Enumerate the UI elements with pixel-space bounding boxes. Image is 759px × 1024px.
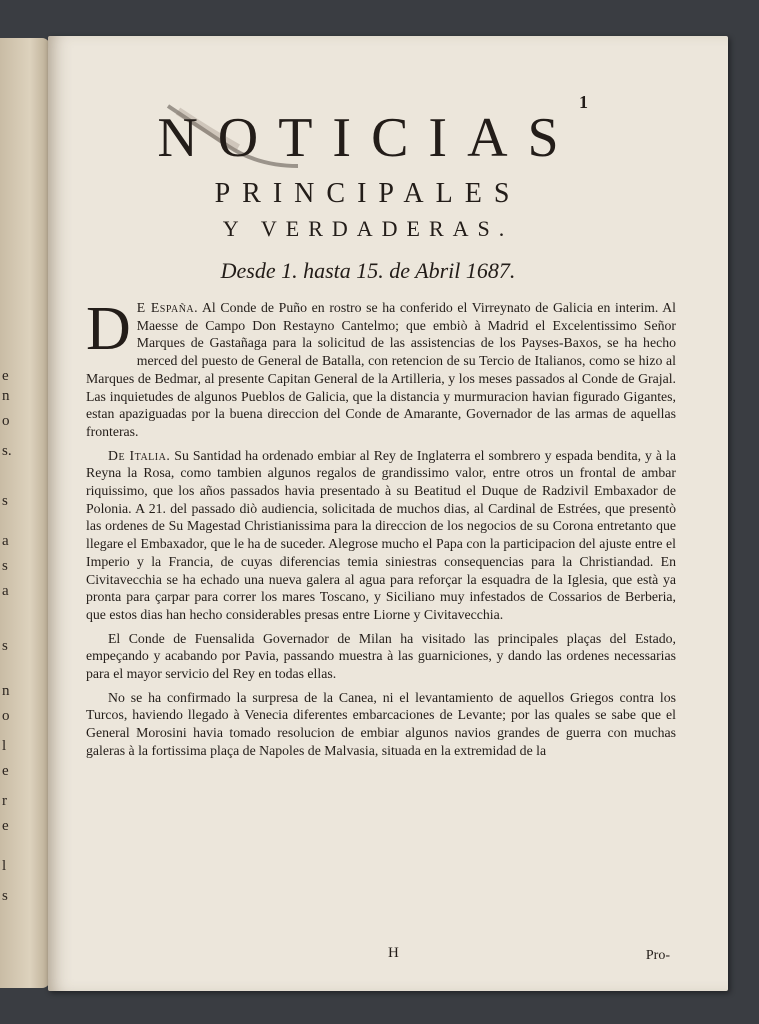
paragraph-milan: El Conde de Fuensalida Governador de Milan ha visitado las principales plaças del Estado, empeçando y acabando por Pavia, passando muestra à las guarniciones, y dando las ordenes necessarias para el mayor servicio del Rey en todas ellas. — [86, 630, 676, 682]
page-title: NOTICIAS — [157, 107, 579, 169]
signature-mark: H — [388, 945, 399, 961]
left-page-fragment: n — [2, 683, 10, 699]
page-number: 1 — [579, 92, 588, 112]
section-heading-italy: De Italia. — [108, 447, 171, 463]
left-page-fragment: e — [2, 763, 9, 779]
document-page — [48, 36, 728, 991]
left-page-fragment: s — [2, 888, 8, 904]
page-subtitle-2: Y VERDADERAS. — [222, 216, 514, 241]
left-page-edge — [0, 38, 50, 988]
paragraph-canea: No se ha confirmado la surpresa de la Canea, ni el levantamiento de aquellos Griegos contra los Turcos, haviendo llegado à Venecia diferentes embarcaciones de Levante; por las quales se sabe que el General Morosini havia tomado resolucion de embiar algunos navios grandes de guerra con muchas galeras à la fortissima plaça de Napoles de Malvasia, situada en la extremidad de la — [86, 689, 676, 758]
left-page-fragment: r — [2, 793, 7, 809]
catchword: Pro- — [645, 948, 670, 963]
left-page-fragment: a — [2, 583, 9, 599]
date-line: Desde 1. hasta 15. de Abril 1687. — [220, 258, 516, 283]
paragraph-italy — [86, 447, 676, 624]
page-subtitle: PRINCIPALES — [214, 178, 522, 209]
left-page-fragment: s — [2, 558, 8, 574]
article-body — [86, 295, 677, 766]
left-page-fragment: e — [2, 368, 9, 384]
paragraph-text: Al Conde de Puño en rostro se ha conferido el Virreynato de Galicia en interim. Al Maesse de Campo Don Restayno Cantelmo; que embiò à Madrid el Excelentissimo Señor Marques de Gastañaga para la solicitud de las assistencias de los Payses-Baxos, se ha hecho merced del puesto de General de Batalla, con retencion de su Tercio de Italianos, como se hizo al Marques de Bedmar, al presente Capitan General de la Artilleria, y los meses passados al Conde de Grajal. Las inquietudes de algunos Pueblos de Galicia, que la distancia y murmuracion havian figurado Gigantes, estan apaziguadas por la buena direccion del Conde de Amarante, Governador de las armas de aquellas fronteras. — [86, 300, 677, 439]
left-page-fragment: s — [2, 638, 8, 654]
left-page-fragment: o — [2, 708, 10, 724]
left-page-fragment: n — [2, 388, 10, 404]
left-page-fragment: s. — [2, 443, 12, 459]
paragraph-spain — [86, 295, 677, 441]
section-heading-spain: E España. — [136, 300, 199, 315]
left-page-fragment: e — [2, 818, 9, 834]
left-page-fragment: l — [2, 738, 7, 754]
paragraph-text: Su Santidad ha ordenado embiar al Rey de Inglaterra el sombrero y espada bendita, y à la Reyna la Rosa, como tambien algunos regalos de grandissimo valor, entre otros un frontal de ambar riquissimo, que los años passados havia presentado à su Beatitud el Duque de Radzivil Embaxador de Polonia. A 21. del passado diò audiencia, solicitada de muchos dias, al Cardinal de Estrées, que presentò las ordenes de Su Magestad Christianissima para la direccion de los negocios de su Corona entretanto que llegare el Embaxador, que le ha de suceder. Alegrose mucho el Papa con la participacion del ajuste entre el Imperio y la Francia, de cuyas diferencias temia siniestras consequencias para la Christiandad. En Civitavecchia se ha echado una nueva galera al agua para reforçar la esquadra de la Iglesia, que està ya pronta para çarpar para correr los mares Toscano, y Siciliano muy infestados de Cossarios de Berberia, que estos dias han hecho considerables presas entre Liorne y Civitavecchia. — [86, 447, 676, 622]
left-page-fragment: o — [2, 413, 10, 429]
left-page-fragment: s — [2, 493, 8, 509]
left-page-fragment: a — [2, 533, 9, 549]
drop-cap: D — [86, 295, 131, 363]
left-page-fragment: l — [2, 858, 7, 874]
